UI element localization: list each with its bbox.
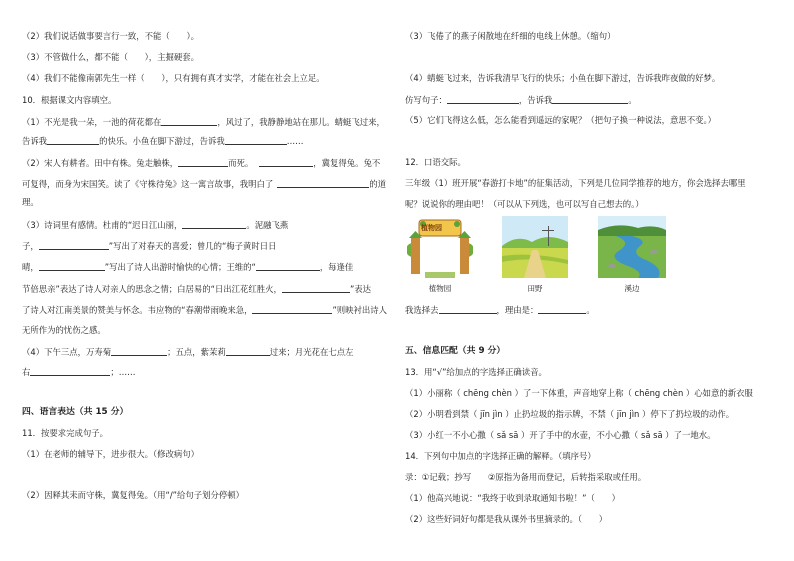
- stream-image: [598, 216, 666, 278]
- q-r5: （5）它们飞得这么低，怎么能看到遥远的家呢？（把句子换一种说法，意思不变。）: [405, 115, 717, 125]
- q11-1: （1）在老师的辅导下，进步很大。（修改病句）: [22, 449, 200, 459]
- q12-title: 12．口语交际。: [405, 157, 466, 167]
- q14-title: 14．下列句中加点的字选择正确的解释。（填序号）: [405, 451, 596, 461]
- field-image: [502, 216, 568, 278]
- q12-text-1: 三年级（1）班开展“春游打卡地”的征集活动，下列是几位同学推荐的地方，你会选择去哪里: [405, 178, 746, 188]
- q12-text-2: 呢？说说你的理由吧！（可以从下列选，也可以写自己想去的。）: [405, 199, 644, 209]
- q10-4-line2: 右 ；……: [22, 367, 136, 377]
- q14-1: （1）他高兴地说：“我终于收到录取通知书啦！”（ ）: [405, 493, 621, 503]
- q13-1: （1）小丽称（ chēng chèn ）了一下体重，声音地穿上称（ chēng chèn ）心如意的新衣服: [405, 388, 753, 398]
- q14-options: 录：①记载；抄写 ②原指为备用而登记，后转指采取或任用。: [405, 472, 647, 482]
- q-r4: （4）蜻蜓飞过来，告诉我清早飞行的快乐；小鱼在脚下游过，告诉我昨夜做的好梦。: [405, 73, 721, 83]
- q10-2-line3: 理。: [22, 197, 39, 207]
- q9-2: （2）我们说话做事要言行一致，不能（ ）。: [22, 31, 200, 41]
- q12-answer-line: 我选择去 ，理由是： 。: [405, 305, 595, 315]
- section-5-heading: 五、信息匹配（共 9 分）: [405, 346, 506, 356]
- q13-title: 13．用“√”给加点的字选择正确读音。: [405, 367, 547, 377]
- q13-2: （2）小明看到禁（ jīn jìn ）止扔垃圾的指示牌，不禁（ jīn jìn ）停下了扔垃圾的动作。: [405, 409, 735, 419]
- q10-title: 10．根据课文内容填空。: [22, 95, 117, 105]
- botanical-garden-sign: 植物园: [421, 224, 442, 232]
- caption-botanical-garden: 植物园: [428, 284, 452, 293]
- q11-title: 11．按要求完成句子。: [22, 428, 109, 438]
- q9-3: （3）不管做什么，都不能（ ），主掘硬套。: [22, 52, 200, 62]
- q10-2-line2: 可复得，而身为宋国笑。读了《守株待兔》这一寓言故事，我明白了 的道: [22, 179, 386, 189]
- caption-stream: 溪边: [624, 284, 640, 293]
- q10-1-line2: 告诉我 的快乐。小鱼在脚下游过，告诉我 ……: [22, 136, 304, 146]
- q13-3: （3）小红一不小心撒（ sǎ sā ）开了手中的水壶，不小心撒（ sǎ sā ）了一地水。: [405, 430, 716, 440]
- q-r4-imitate: 仿写句子： ，告诉我 。: [405, 95, 637, 105]
- q10-3-line4: 节倍思亲”表达了诗人对亲人的思念之情；白居易的“日出江花红胜火， ”表达: [22, 284, 372, 294]
- q10-3-line1: （3）诗词里有感情。杜甫的“迟日江山丽， 。泥融飞燕: [22, 220, 289, 230]
- q10-4-line1: （4）下午三点，万寿菊 ；五点，紫茉莉 过来；月光花在七点左: [22, 347, 354, 357]
- q11-2: （2）因释其耒而守株，冀复得兔。（用“/”给句子划分停顿）: [22, 490, 245, 500]
- q-r3: （3）飞倦了的燕子闲散地在纤细的电线上休憩。（缩句）: [405, 31, 616, 41]
- q10-3-line5: 了诗人对江南美景的赞美与怀念。韦应物的“春潮带雨晚来急， ”则映衬出诗人: [22, 305, 388, 315]
- q10-1-line1: （1）不光是我一朵，一池的荷花都在 ，风过了，我静静地站在那儿。蜻蜓飞过来，: [22, 117, 385, 127]
- caption-field: 田野: [527, 284, 543, 293]
- q9-4: （4）我们不能像南郭先生一样（ ），只有拥有真才实学，才能在社会上立足。: [22, 73, 325, 83]
- section-4-heading: 四、语言表达（共 15 分）: [22, 407, 129, 417]
- q10-3-line6: 无所作为的忧伤之感。: [22, 325, 106, 335]
- q10-3-line3: 晴， ”写出了诗人出游时愉快的心情；王维的“ ，每逢佳: [22, 262, 354, 272]
- q10-3-line2: 子， ”写出了对春天的喜爱；曾几的“梅子黄时日日: [22, 241, 277, 251]
- q10-2-line1: （2）宋人有耕者。田中有株。兔走触株， 而死。 ，冀复得兔。兔不: [22, 158, 381, 168]
- q14-2: （2）这些好词好句都是我从课外书里摘录的。（ ）: [405, 514, 608, 524]
